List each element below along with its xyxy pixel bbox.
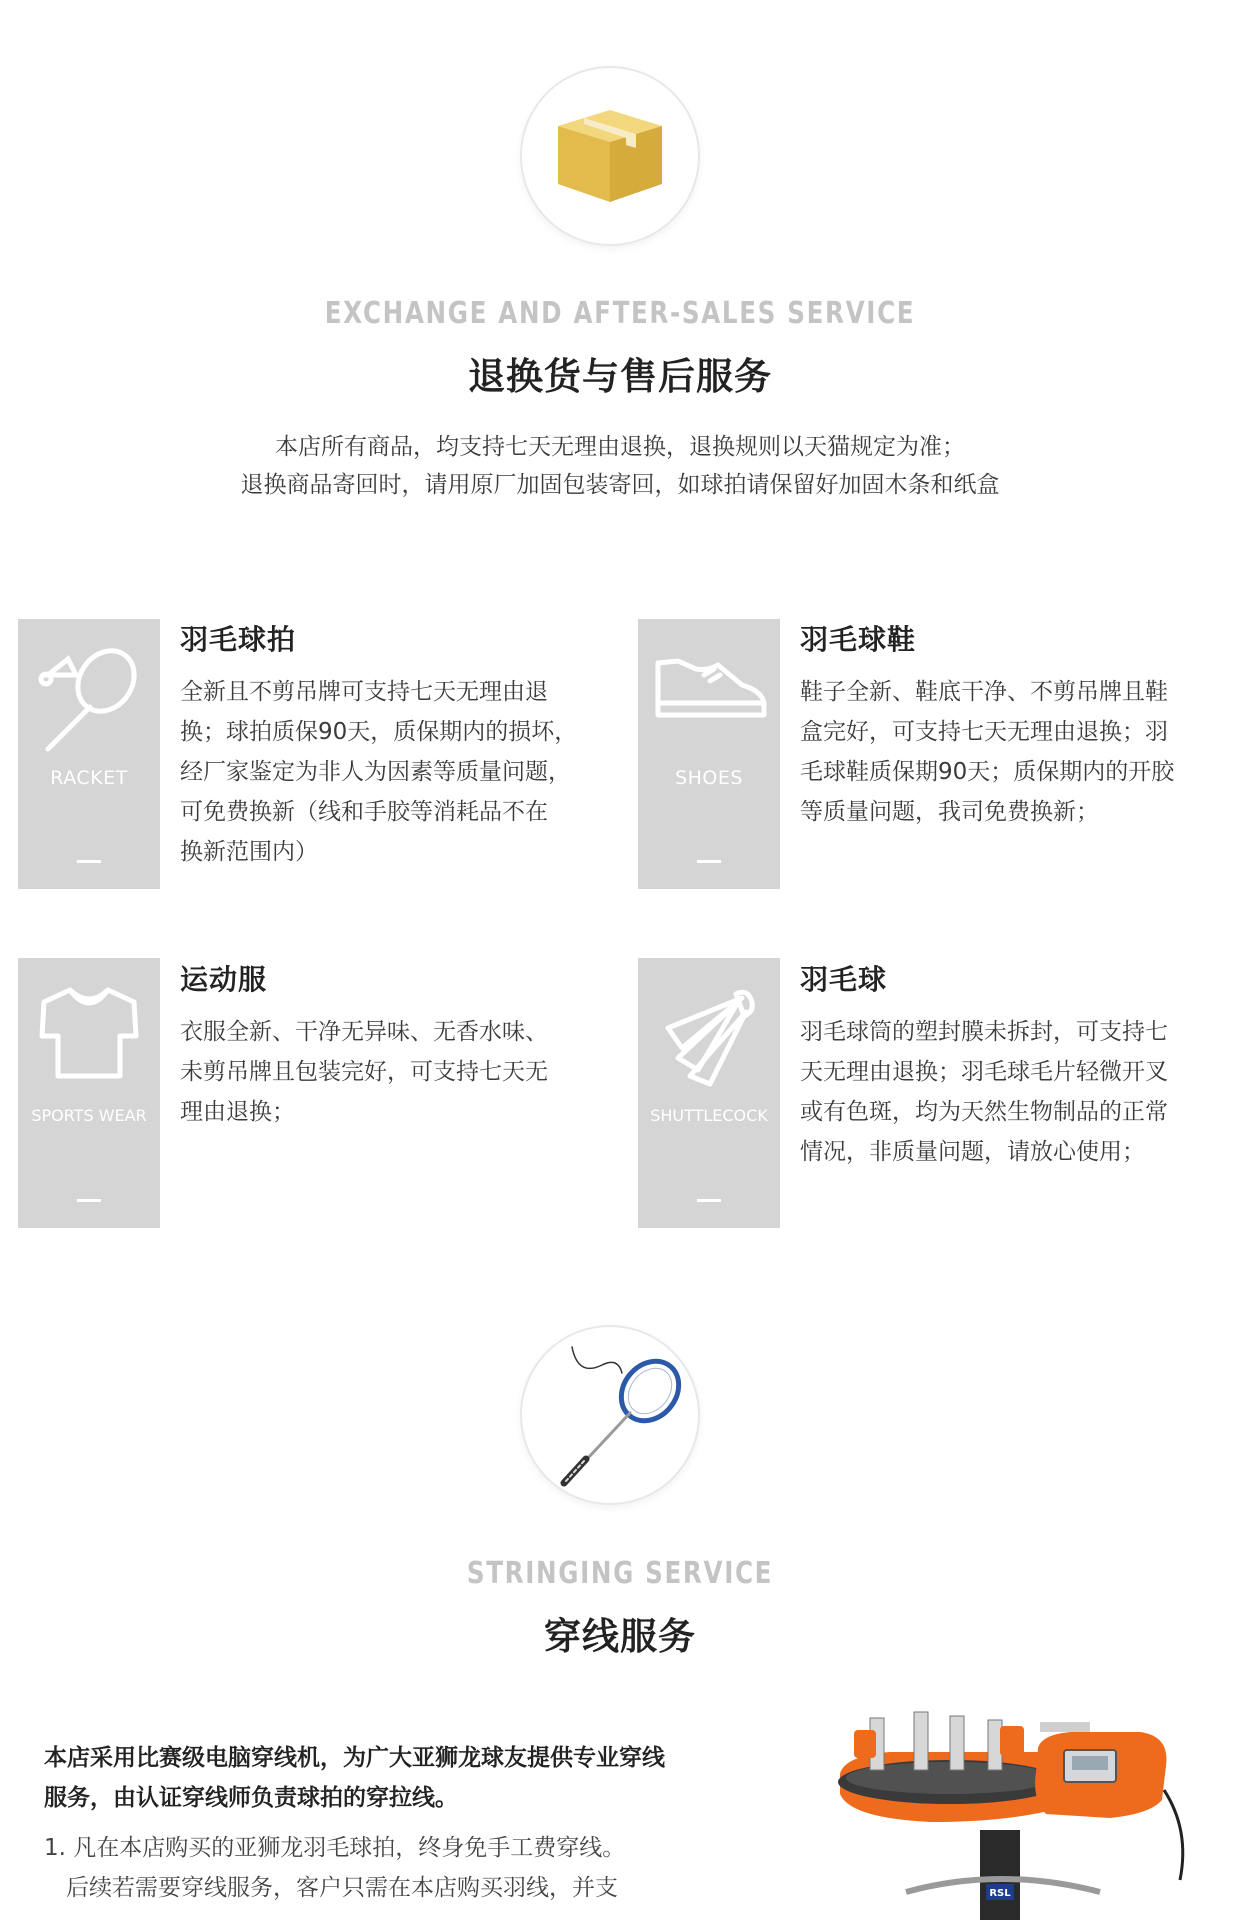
shuttlecock-text-line: 天无理由退换；羽毛球毛片轻微开叉 <box>800 1059 1168 1085</box>
shoes-tile-dash <box>697 860 721 863</box>
shuttlecock-tile-dash <box>697 1199 721 1202</box>
stringing-icon-badge <box>520 1325 700 1505</box>
shuttlecock-icon <box>638 958 780 1098</box>
sportswear-card-title: 运动服 <box>180 963 268 996</box>
shuttlecock-card-text <box>800 1012 1220 1172</box>
shoes-text-line: 毛球鞋质保期90天；质保期内的开胶 <box>800 759 1175 785</box>
shirt-icon <box>18 958 160 1098</box>
racket-tile-dash <box>77 860 101 863</box>
racket-tile <box>18 619 160 889</box>
sportswear-tile-label: SPORTS WEAR <box>31 1106 147 1125</box>
shoes-text-line: 鞋子全新、鞋底干净、不剪吊牌且鞋 <box>800 679 1168 705</box>
racket-text-line: 经厂家鉴定为非人为因素等质量问题， <box>180 759 571 785</box>
sportswear-text-line: 衣服全新、干净无异味、无香水味、 <box>180 1019 548 1045</box>
shuttlecock-text-line: 情况，非质量问题，请放心使用； <box>800 1139 1145 1165</box>
sportswear-card-text <box>180 1012 600 1132</box>
stringing-item-line: 1. 凡在本店购买的亚狮龙羽毛球拍，终身免手工费穿线。 <box>44 1835 626 1861</box>
machine-badge: RSL <box>989 1888 1011 1899</box>
stringing-item-1 <box>44 1828 684 1908</box>
racket-card-text <box>180 672 600 872</box>
shuttlecock-tile <box>638 958 780 1228</box>
shoes-tile-label: SHOES <box>675 767 743 789</box>
stringing-lead-line: 服务，由认证穿线师负责球拍的穿拉线。 <box>44 1785 458 1811</box>
sportswear-text-line: 理由退换； <box>180 1099 295 1125</box>
shuttlecock-tile-label: SHUTTLECOCK <box>650 1106 768 1125</box>
shoes-card-title: 羽毛球鞋 <box>800 623 917 656</box>
exchange-title-cn: 退换货与售后服务 <box>468 355 772 398</box>
racket-text-line: 全新且不剪吊牌可支持七天无理由退 <box>180 679 548 705</box>
shoes-text-line: 盒完好，可支持七天无理由退换；羽 <box>800 719 1168 745</box>
shuttlecock-text-line: 羽毛球筒的塑封膜未拆封，可支持七 <box>800 1019 1168 1045</box>
racket-icon <box>18 619 160 759</box>
stringing-title-en: STRINGING SERVICE <box>466 1556 774 1591</box>
racket-text-line: 换新范围内） <box>180 839 318 865</box>
sportswear-tile-dash <box>77 1199 101 1202</box>
exchange-title-en: EXCHANGE AND AFTER-SALES SERVICE <box>324 296 916 331</box>
box-icon-badge <box>520 66 700 246</box>
exchange-intro-line-1: 本店所有商品，均支持七天无理由退换，退换规则以天猫规定为准； <box>275 434 965 460</box>
shoes-card-text <box>800 672 1220 832</box>
racket-text-line: 可免费换新（线和手胶等消耗品不在 <box>180 799 548 825</box>
shoe-icon <box>638 619 780 759</box>
sportswear-text-line: 未剪吊牌且包装完好，可支持七天无 <box>180 1059 548 1085</box>
shoes-tile <box>638 619 780 889</box>
stringing-racket-icon <box>522 1327 698 1503</box>
sportswear-tile <box>18 958 160 1228</box>
shuttlecock-text-line: 或有色斑，均为天然生物制品的正常 <box>800 1099 1168 1125</box>
racket-tile-label: RACKET <box>50 767 128 789</box>
shoes-text-line: 等质量问题，我司免费换新； <box>800 799 1099 825</box>
box-icon <box>522 68 698 244</box>
shuttlecock-card-title: 羽毛球 <box>800 963 888 996</box>
racket-text-line: 换；球拍质保90天，质保期内的损坏， <box>180 719 578 745</box>
stringing-title-cn: 穿线服务 <box>544 1615 696 1658</box>
stringing-machine-image <box>810 1690 1240 1920</box>
exchange-intro-line-2: 退换商品寄回时，请用原厂加固包装寄回，如球拍请保留好加固木条和纸盒 <box>240 472 1000 498</box>
stringing-lead <box>44 1738 754 1818</box>
stringing-item-line: 后续若需要穿线服务，客户只需在本店购买羽线，并支 <box>66 1875 618 1901</box>
stringing-lead-line: 本店采用比赛级电脑穿线机，为广大亚狮龙球友提供专业穿线 <box>44 1745 665 1771</box>
racket-card-title: 羽毛球拍 <box>180 623 297 656</box>
